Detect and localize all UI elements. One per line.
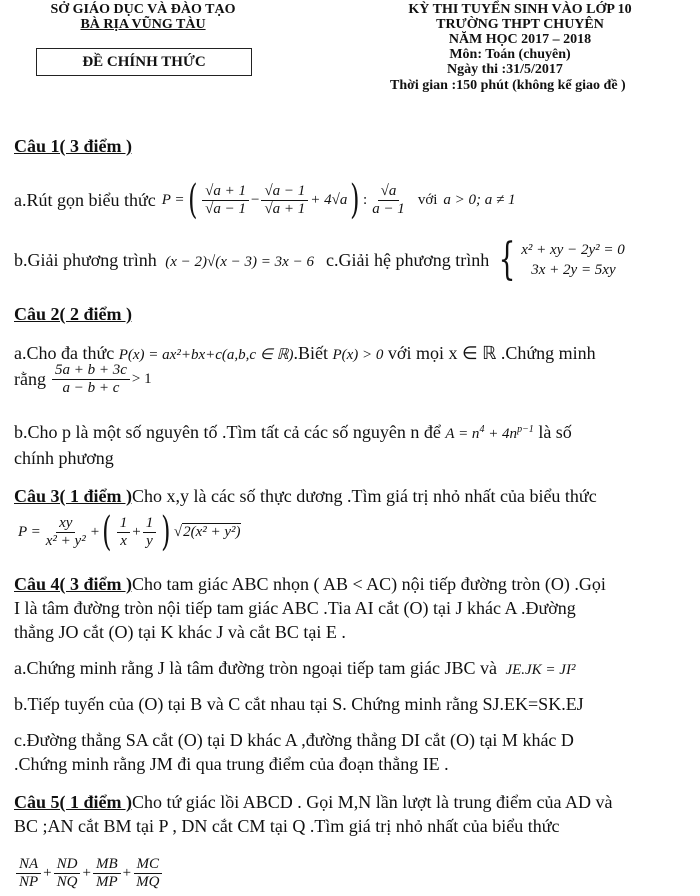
q1c: c.Giải hệ phương trình { x² + xy − 2y² = 0 3x + 2y = 5xy: [326, 234, 625, 285]
right-paren: ): [350, 177, 360, 223]
exam-duration: Thời gian :150 phút (không kể giao đề ): [390, 78, 626, 93]
q5-title: Câu 5( 1 điểm ): [14, 792, 132, 812]
q4-line2: I là tâm đường tròn nội tiếp tam giác ABC .Tia AI cắt (O) tại J khác A .Đường: [14, 598, 576, 618]
q1a-P: P =: [161, 192, 185, 208]
q5-line1: Câu 5( 1 điểm )Cho tứ giác lồi ABCD . Gọi M,N lần lượt là trung điểm của AD và: [14, 792, 613, 812]
exam-date: Ngày thi :31/5/2017: [447, 62, 563, 77]
q4-line1: Câu 4( 3 điểm )Cho tam giác ABC nhọn ( AB < AC) nội tiếp đường tròn (O) .Gọi: [14, 574, 606, 594]
department-name: SỞ GIÁO DỤC VÀ ĐÀO TẠO: [50, 2, 236, 17]
q1a-frac2: $\frac{√a - 1}{√a + 1}$: [261, 183, 308, 218]
q2a-line1: a.Cho đa thức P(x) = ax²+bx+c(a,b,c ∈ ℝ).Biết P(x) > 0 với mọi x ∈ ℝ .Chứng minh: [14, 343, 596, 363]
q3-expr: P = $\frac{xy}{\text{x² + y²}}$ + ( $\frac{1}{x}$ + $\frac{1}{y}$ ) √ 2(x² + y²): [18, 509, 241, 555]
exam-title: KỲ THI TUYỂN SINH VÀO LỚP 10: [408, 2, 632, 17]
q4-line3: thẳng JO cắt (O) tại K khác J và cắt BC tại E .: [14, 622, 346, 642]
system-brace: {: [498, 234, 516, 285]
q2b-line2: chính phương: [14, 448, 114, 468]
q2-title: Câu 2( 2 điểm ): [14, 304, 132, 324]
q2a-frac: $\frac{5a + b + 3c}{a - b + c}$: [52, 362, 130, 397]
left-paren: (: [102, 509, 112, 555]
q3-line1: Câu 3( 1 điểm )Cho x,y là các số thực dương .Tìm giá trị nhỏ nhất của biểu thức: [14, 486, 597, 506]
q4c-line1: c.Đường thẳng SA cắt (O) tại D khác A ,đường thẳng DI cắt (O) tại M khác D: [14, 730, 574, 750]
q1a-frac1: $\frac{√a + 1}{√a - 1}$: [202, 183, 249, 218]
school-name: TRƯỜNG THPT CHUYÊN: [436, 17, 604, 32]
q2a-line2: rằng $\frac{5a + b + 3c}{a - b + c}$ > 1: [14, 361, 152, 396]
q1b-equation: (x − 2)√(x − 3) = 3x − 6: [165, 254, 314, 270]
official-exam-label: ĐỀ CHÍNH THỨC: [82, 53, 206, 70]
sqrt-icon: √: [173, 523, 183, 540]
q1a: a.Rút gọn biểu thức P = ( $\frac{√a + 1}{√a - 1}$ − $\frac{√a - 1}{√a + 1}$ + 4√a ) : $\frac{√a}{a - 1}$ với a > 0; a ≠ 1: [14, 177, 516, 223]
q5-expr: $\frac{NA}{NP}$ + $\frac{ND}{NQ}$ + $\frac{MB}{MP}$ + $\frac{MC}{MQ}$: [14, 852, 164, 894]
q1c-system: x² + xy − 2y² = 0 3x + 2y = 5xy: [521, 242, 625, 278]
province-name: BÀ RỊA VŨNG TÀU: [80, 17, 206, 32]
official-exam-box: [36, 48, 252, 76]
q4b: b.Tiếp tuyến của (O) tại B và C cắt nhau tại S. Chứng minh rằng SJ.EK=SK.EJ: [14, 694, 584, 714]
q4a: a.Chứng minh rằng J là tâm đường tròn ngoại tiếp tam giác JBC và JE.JK = JI²: [14, 658, 576, 678]
q3-title: Câu 3( 1 điểm ): [14, 486, 132, 506]
q2b-line1: b.Cho p là một số nguyên tố .Tìm tất cả các số nguyên n để $A = n^4 + 4n^{p-1}$ là số: [14, 422, 572, 442]
right-paren: ): [161, 509, 171, 555]
school-year: NĂM HỌC 2017 – 2018: [448, 32, 592, 47]
q1a-text: a.Rút gọn biểu thức: [14, 190, 156, 210]
q5-line2: BC ;AN cắt BM tại P , DN cắt CM tại Q .Tìm giá trị nhỏ nhất của biểu thức: [14, 816, 560, 836]
q1a-frac3: $\frac{√a}{a - 1}$: [372, 182, 405, 217]
q1-title: Câu 1( 3 điểm ): [14, 136, 132, 156]
left-paren: (: [187, 177, 197, 223]
q4-title: Câu 4( 3 điểm ): [14, 574, 132, 594]
q1b: b.Giải phương trình (x − 2)√(x − 3) = 3x − 6: [14, 250, 314, 270]
subject: Môn: Toán (chuyên): [449, 47, 571, 62]
q2b-expr: $A = n^4 + 4n^{p-1}$: [445, 424, 534, 442]
q4c-line2: .Chứng minh rằng JM đi qua trung điểm của đoạn thẳng IE .: [14, 754, 449, 774]
